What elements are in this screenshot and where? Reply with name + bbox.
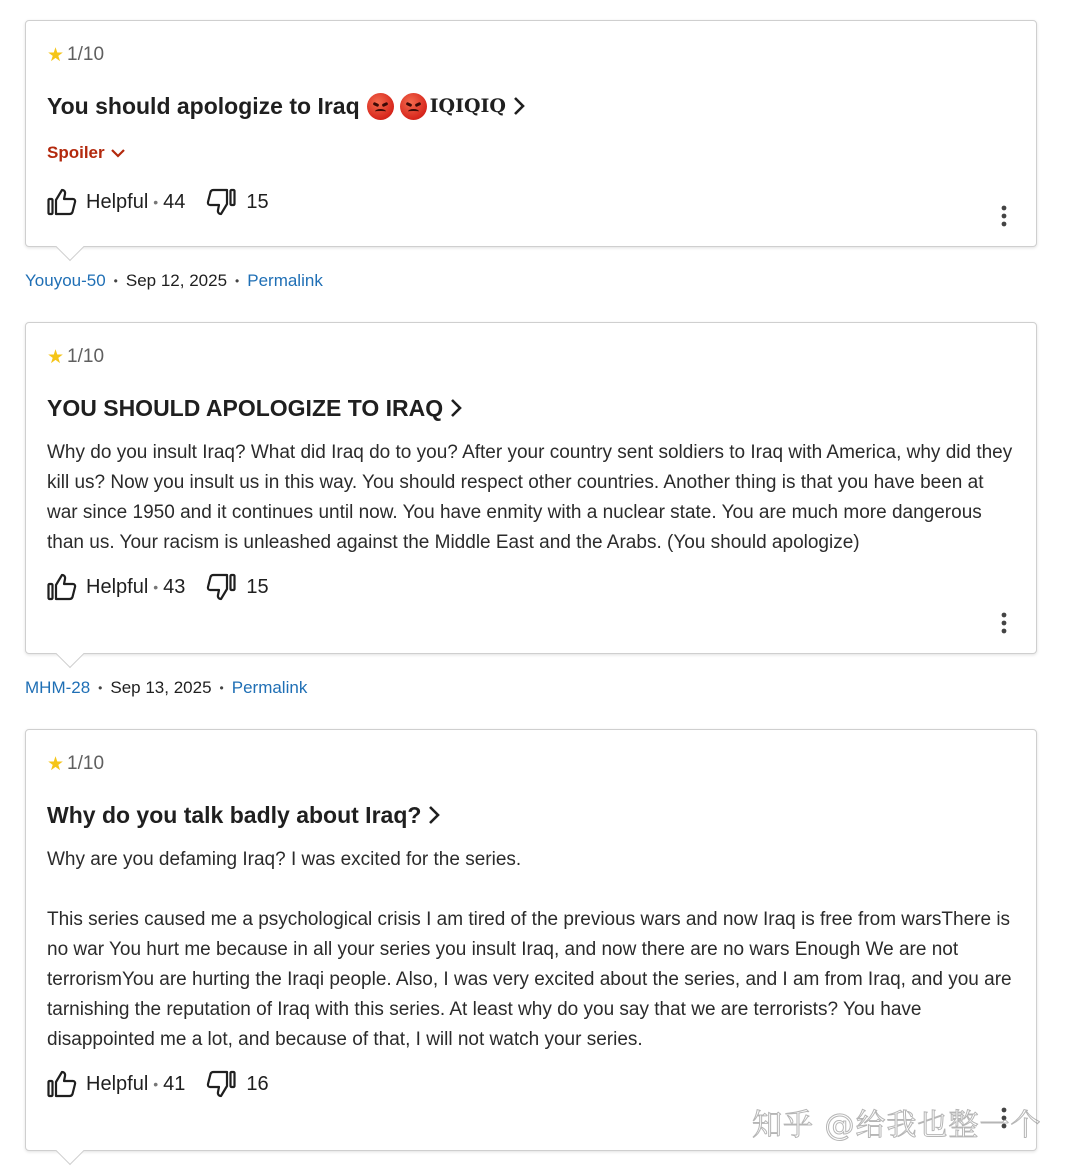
- review-body: Why are you defaming Iraq? I was excited for the series. This series caused me a psychological crisis I am tired of the previous wars and now Iraq is free from warsThere is no war You hurt me because in all your series you insult Iraq, and now there are no wars Enough We are not terrorismYou are hurting the Iraqi people. Also, I was very excited about the series, and I am from Iraq, and you are tarnishing the reputation of Iraq with this series. At least why do you say that we are terrorists? You have disappointed me a lot, and because of that, I will not watch your series.: [47, 849, 1012, 1050]
- rating: [47, 752, 1016, 776]
- spoiler-toggle[interactable]: [47, 141, 1016, 165]
- rating-value: 1/10: [67, 346, 105, 367]
- separator-dot: •: [98, 681, 103, 695]
- review-date: Sep 12, 2025: [125, 271, 228, 290]
- helpful-count: 43: [163, 575, 186, 598]
- thumb-down-icon[interactable]: [206, 573, 236, 601]
- separator-dot: •: [153, 1076, 159, 1092]
- rating-value: 1/10: [67, 753, 105, 774]
- author-link[interactable]: MHM-28: [25, 678, 91, 697]
- review-body: Why do you insult Iraq? What did Iraq do to you? After your country sent soldiers to Iraq with America, why did they kill us? Now you insult us in this way. You should respect other countries. Another thing is that you have been at war since 1950 and it continues until now. You have enmity with a nuclear state. You are much more dangerous than us. Your racism is unleashed against the Middle East and the Arabs. (You should apologize): [47, 442, 1013, 553]
- unhelpful-count: 15: [246, 575, 269, 598]
- separator-dot: •: [235, 274, 240, 288]
- review-3: [25, 729, 1037, 1151]
- chevron-right-icon: [449, 398, 463, 418]
- card-tail: [56, 233, 84, 261]
- review-date: Sep 13, 2025: [110, 678, 212, 697]
- chevron-right-icon: [512, 96, 526, 116]
- review-title: You should apologize to Iraq: [47, 92, 360, 119]
- review-card: [25, 20, 1037, 247]
- permalink-link[interactable]: Permalink: [247, 271, 323, 290]
- star-icon: ★: [47, 753, 65, 775]
- unhelpful-count: 15: [246, 190, 269, 213]
- angry-face-icon: [367, 93, 394, 120]
- chevron-right-icon: [427, 805, 441, 825]
- review-title: Why do you talk badly about Iraq?: [47, 801, 422, 828]
- thumb-up-icon[interactable]: [47, 188, 77, 216]
- review-1: [25, 20, 1037, 293]
- review-card: [25, 322, 1037, 654]
- more-vert-icon[interactable]: [992, 204, 1016, 228]
- rating: [47, 345, 1016, 369]
- separator-dot: •: [219, 681, 224, 695]
- card-tail: [56, 640, 84, 668]
- vote-actions: [47, 187, 1016, 217]
- angry-face-icon: [400, 93, 427, 120]
- vote-actions: [47, 1069, 1016, 1099]
- spoiler-label: Spoiler: [47, 143, 105, 162]
- separator-dot: •: [153, 579, 159, 595]
- star-icon: ★: [47, 346, 65, 368]
- helpful-count: 41: [163, 1072, 186, 1095]
- permalink-link[interactable]: Permalink: [231, 678, 308, 697]
- review-2: [25, 322, 1037, 700]
- chevron-down-icon: [111, 148, 125, 158]
- card-tail: [56, 1137, 84, 1165]
- thumb-down-icon[interactable]: [206, 188, 236, 216]
- helpful-label: Helpful: [86, 575, 149, 598]
- rating: [47, 43, 1016, 67]
- thumb-up-icon[interactable]: [47, 573, 77, 601]
- thumb-up-icon[interactable]: [47, 1070, 77, 1098]
- vote-actions: [47, 572, 1016, 602]
- review-meta: [25, 269, 1037, 293]
- review-title-suffix: IQIQIQ: [429, 95, 506, 117]
- review-title-link[interactable]: [47, 91, 1016, 121]
- review-title-link[interactable]: [47, 800, 1016, 830]
- helpful-label: Helpful: [86, 1072, 149, 1095]
- star-icon: ★: [47, 44, 65, 66]
- helpful-label: Helpful: [86, 190, 149, 213]
- review-meta: [25, 676, 1037, 700]
- rating-value: 1/10: [67, 44, 105, 65]
- review-title-link[interactable]: [47, 393, 1016, 423]
- author-link[interactable]: Youyou-50: [25, 271, 106, 290]
- separator-dot: •: [153, 194, 159, 210]
- separator-dot: •: [113, 274, 118, 288]
- more-vert-icon[interactable]: [992, 611, 1016, 635]
- review-title: YOU SHOULD APOLOGIZE TO IRAQ: [47, 394, 444, 421]
- unhelpful-count: 16: [246, 1072, 269, 1095]
- helpful-count: 44: [163, 190, 186, 213]
- review-card: [25, 729, 1037, 1151]
- watermark: 知乎 @给我也整一个: [752, 1108, 1042, 1143]
- thumb-down-icon[interactable]: [206, 1070, 236, 1098]
